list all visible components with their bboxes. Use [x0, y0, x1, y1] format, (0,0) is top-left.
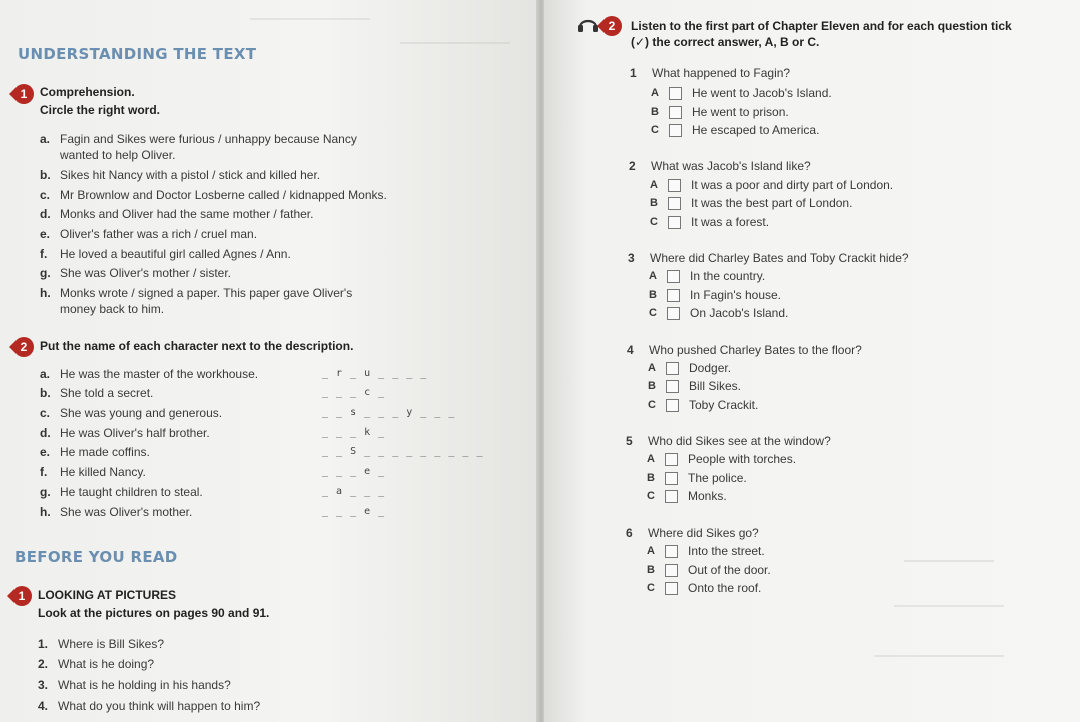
character-item — [40, 385, 153, 401]
answer-blank-pattern[interactable]: _ _ _ e _ — [322, 466, 386, 477]
option-letter: B — [648, 380, 656, 392]
listening-exercise-badge: 2 — [602, 16, 622, 36]
comprehension-item — [40, 285, 352, 317]
answer-option[interactable] — [650, 178, 893, 192]
question — [626, 526, 759, 540]
exercise-3-badge: 1 — [12, 586, 32, 606]
answer-option[interactable] — [647, 581, 761, 595]
tick-box[interactable] — [665, 582, 678, 595]
question — [629, 159, 811, 173]
item-label: g. — [40, 266, 51, 280]
option-text: Into the street. — [688, 544, 765, 558]
item-text: He was the master of the workhouse. — [60, 367, 259, 381]
picture-question — [38, 677, 231, 693]
tick-box[interactable] — [668, 197, 681, 210]
option-text: Out of the door. — [688, 563, 771, 577]
item-text: He taught children to steal. — [60, 485, 203, 499]
understanding-title: UNDERSTANDING THE TEXT — [18, 45, 257, 63]
item-label: g. — [40, 485, 51, 499]
question — [628, 251, 909, 265]
tick-box[interactable] — [667, 270, 680, 283]
option-letter: B — [647, 564, 655, 576]
item-label: a. — [40, 367, 51, 381]
question — [627, 343, 862, 357]
item-label: d. — [40, 426, 51, 440]
question-text: Who did Sikes see at the window? — [648, 434, 831, 448]
tick-box[interactable] — [665, 545, 678, 558]
tick-box[interactable] — [669, 124, 682, 137]
question-number: 1 — [630, 66, 637, 80]
option-letter: C — [647, 490, 655, 502]
item-text: What do you think will happen to him? — [58, 699, 261, 713]
bleed-through-mark — [894, 605, 1004, 607]
item-text: She was young and generous. — [60, 406, 223, 420]
item-text: Monks and Oliver had the same mother / father. — [60, 207, 314, 221]
exercise-1-title: Comprehension. — [40, 85, 135, 99]
answer-option[interactable] — [647, 544, 765, 558]
item-label: h. — [40, 505, 51, 519]
option-text: Toby Crackit. — [689, 398, 759, 412]
question-text: What was Jacob's Island like? — [651, 159, 811, 173]
comprehension-item — [40, 131, 357, 163]
option-text: In the country. — [690, 269, 766, 283]
item-label: 4. — [38, 699, 49, 713]
option-letter: B — [650, 197, 658, 209]
picture-question — [38, 656, 154, 672]
option-text: He escaped to America. — [692, 123, 820, 137]
question-number: 5 — [626, 434, 633, 448]
bleed-through-mark — [874, 655, 1004, 657]
answer-option[interactable] — [651, 105, 789, 119]
question-number: 6 — [626, 526, 633, 540]
option-text: The police. — [688, 471, 747, 485]
comprehension-item — [40, 246, 291, 262]
option-text: Monks. — [688, 489, 727, 503]
answer-blank-pattern[interactable]: _ _ _ c _ — [322, 387, 386, 398]
question-text: Who pushed Charley Bates to the floor? — [649, 343, 862, 357]
bleed-through-mark — [904, 560, 994, 562]
answer-option[interactable] — [651, 123, 819, 137]
tick-box[interactable] — [666, 380, 679, 393]
tick-box[interactable] — [665, 564, 678, 577]
item-text: He was Oliver's half brother. — [60, 426, 210, 440]
tick-box[interactable] — [668, 216, 681, 229]
exercise-2-badge: 2 — [14, 337, 34, 357]
answer-option[interactable] — [648, 398, 758, 412]
bleed-through-mark — [250, 18, 370, 20]
option-letter: A — [650, 179, 658, 191]
answer-option[interactable] — [650, 196, 852, 210]
item-label: 3. — [38, 678, 49, 692]
item-text: She was Oliver's mother / sister. — [60, 266, 232, 280]
item-label: e. — [40, 445, 51, 459]
exercise-1-instruction: Circle the right word. — [40, 103, 161, 117]
option-text: It was the best part of London. — [691, 196, 853, 210]
item-text: She was Oliver's mother. — [60, 505, 193, 519]
listening-instruction-line2: (✓) the correct answer, A, B or C. — [631, 35, 820, 49]
answer-option[interactable] — [647, 471, 747, 485]
item-text: What is he holding in his hands? — [58, 678, 231, 692]
item-text: Sikes hit Nancy with a pistol / stick and killed her. — [60, 168, 321, 182]
tick-box[interactable] — [669, 87, 682, 100]
answer-blank-pattern[interactable]: _ a _ _ _ — [322, 486, 386, 497]
option-letter: A — [647, 453, 655, 465]
tick-box[interactable] — [665, 453, 678, 466]
answer-blank-pattern[interactable]: _ _ _ k _ — [322, 427, 386, 438]
tick-box[interactable] — [667, 289, 680, 302]
tick-box[interactable] — [665, 472, 678, 485]
option-letter: C — [648, 399, 656, 411]
option-text: He went to prison. — [692, 105, 789, 119]
comprehension-item — [40, 265, 231, 281]
item-text: Oliver's father was a rich / cruel man. — [60, 227, 258, 241]
question-number: 4 — [627, 343, 634, 357]
character-item — [40, 425, 210, 441]
item-label: f. — [40, 465, 48, 479]
item-label: d. — [40, 207, 51, 221]
option-text: In Fagin's house. — [690, 288, 782, 302]
option-letter: B — [651, 106, 659, 118]
left-page — [0, 0, 538, 722]
item-text: What is he doing? — [58, 657, 155, 671]
option-letter: C — [651, 124, 659, 136]
option-letter: B — [649, 289, 657, 301]
tick-box[interactable] — [668, 179, 681, 192]
answer-option[interactable] — [649, 306, 788, 320]
answer-option[interactable] — [649, 269, 765, 283]
item-label: b. — [40, 386, 51, 400]
question — [626, 434, 831, 448]
answer-option[interactable] — [648, 361, 731, 375]
option-text: Bill Sikes. — [689, 379, 742, 393]
option-letter: C — [647, 582, 655, 594]
item-text: He loved a beautiful girl called Agnes / Ann. — [60, 247, 291, 261]
question-text: Where did Charley Bates and Toby Crackit hide? — [650, 251, 909, 265]
answer-option[interactable] — [651, 86, 832, 100]
option-text: On Jacob's Island. — [690, 306, 789, 320]
answer-option[interactable] — [647, 452, 796, 466]
listening-instruction-line1: Listen to the first part of Chapter Eleven and for each question tick — [631, 19, 1012, 33]
item-text: Mr Brownlow and Doctor Losberne called / kidnapped Monks. — [60, 188, 387, 202]
question-text: Where did Sikes go? — [648, 526, 759, 540]
tick-box[interactable] — [665, 490, 678, 503]
option-text: He went to Jacob's Island. — [692, 86, 832, 100]
option-letter: C — [650, 216, 658, 228]
option-letter: A — [647, 545, 655, 557]
item-text: Fagin and Sikes were furious / unhappy because Nancy — [60, 132, 357, 146]
answer-blank-pattern[interactable]: _ _ _ e _ — [322, 506, 386, 517]
item-label: e. — [40, 227, 51, 241]
comprehension-item — [40, 206, 313, 222]
bleed-through-mark — [400, 42, 510, 44]
exercise-3-title: LOOKING AT PICTURES — [38, 588, 176, 602]
item-label: a. — [40, 132, 51, 146]
character-item — [40, 444, 150, 460]
question-number: 2 — [629, 159, 636, 173]
option-letter: A — [651, 87, 659, 99]
option-text: Dodger. — [689, 361, 732, 375]
character-item — [40, 504, 192, 520]
item-text: Monks wrote / signed a paper. This paper gave Oliver's — [60, 286, 353, 300]
answer-blank-pattern[interactable]: _ _ S _ _ _ _ _ _ _ _ _ — [322, 446, 484, 457]
item-label: h. — [40, 286, 51, 300]
character-item — [40, 405, 222, 421]
option-letter: A — [648, 362, 656, 374]
answer-option[interactable] — [647, 489, 727, 503]
exercise-1-badge: 1 — [14, 84, 34, 104]
question-number: 3 — [628, 251, 635, 265]
item-text-cont: wanted to help Oliver. — [60, 148, 176, 162]
tick-box[interactable] — [666, 399, 679, 412]
item-label: 1. — [38, 637, 49, 651]
option-letter: A — [649, 270, 657, 282]
picture-question — [38, 698, 260, 714]
item-label: c. — [40, 188, 51, 202]
answer-blank-pattern[interactable]: _ r _ u _ _ _ _ — [322, 368, 428, 379]
option-letter: C — [649, 307, 657, 319]
character-item — [40, 464, 146, 480]
option-text: It was a poor and dirty part of London. — [691, 178, 894, 192]
item-text: Where is Bill Sikes? — [58, 637, 165, 651]
question-text: What happened to Fagin? — [652, 66, 791, 80]
answer-option[interactable] — [647, 563, 771, 577]
item-text: He killed Nancy. — [60, 465, 146, 479]
question — [630, 66, 790, 80]
headphones-icon — [577, 14, 599, 34]
option-text: Onto the roof. — [688, 581, 762, 595]
answer-blank-pattern[interactable]: _ _ s _ _ _ y _ _ _ — [322, 407, 456, 418]
comprehension-item — [40, 167, 320, 183]
character-item — [40, 484, 203, 500]
item-label: b. — [40, 168, 51, 182]
item-text-cont: money back to him. — [60, 302, 165, 316]
tick-box[interactable] — [669, 106, 682, 119]
option-letter: B — [647, 472, 655, 484]
answer-option[interactable] — [648, 379, 741, 393]
item-text: He made coffins. — [60, 445, 150, 459]
right-page — [544, 0, 1080, 722]
before-you-read-title: BEFORE YOU READ — [15, 548, 178, 566]
character-item — [40, 366, 258, 382]
comprehension-item — [40, 226, 257, 242]
answer-option[interactable] — [649, 288, 781, 302]
comprehension-item — [40, 187, 387, 203]
tick-box[interactable] — [667, 307, 680, 320]
exercise-2-title: Put the name of each character next to the description. — [40, 339, 354, 353]
item-label: c. — [40, 406, 51, 420]
picture-question — [38, 636, 164, 652]
option-text: It was a forest. — [691, 215, 770, 229]
exercise-3-instruction: Look at the pictures on pages 90 and 91. — [38, 606, 270, 620]
tick-box[interactable] — [666, 362, 679, 375]
item-text: She told a secret. — [60, 386, 154, 400]
answer-option[interactable] — [650, 215, 769, 229]
item-label: 2. — [38, 657, 49, 671]
option-text: People with torches. — [688, 452, 797, 466]
item-label: f. — [40, 247, 48, 261]
